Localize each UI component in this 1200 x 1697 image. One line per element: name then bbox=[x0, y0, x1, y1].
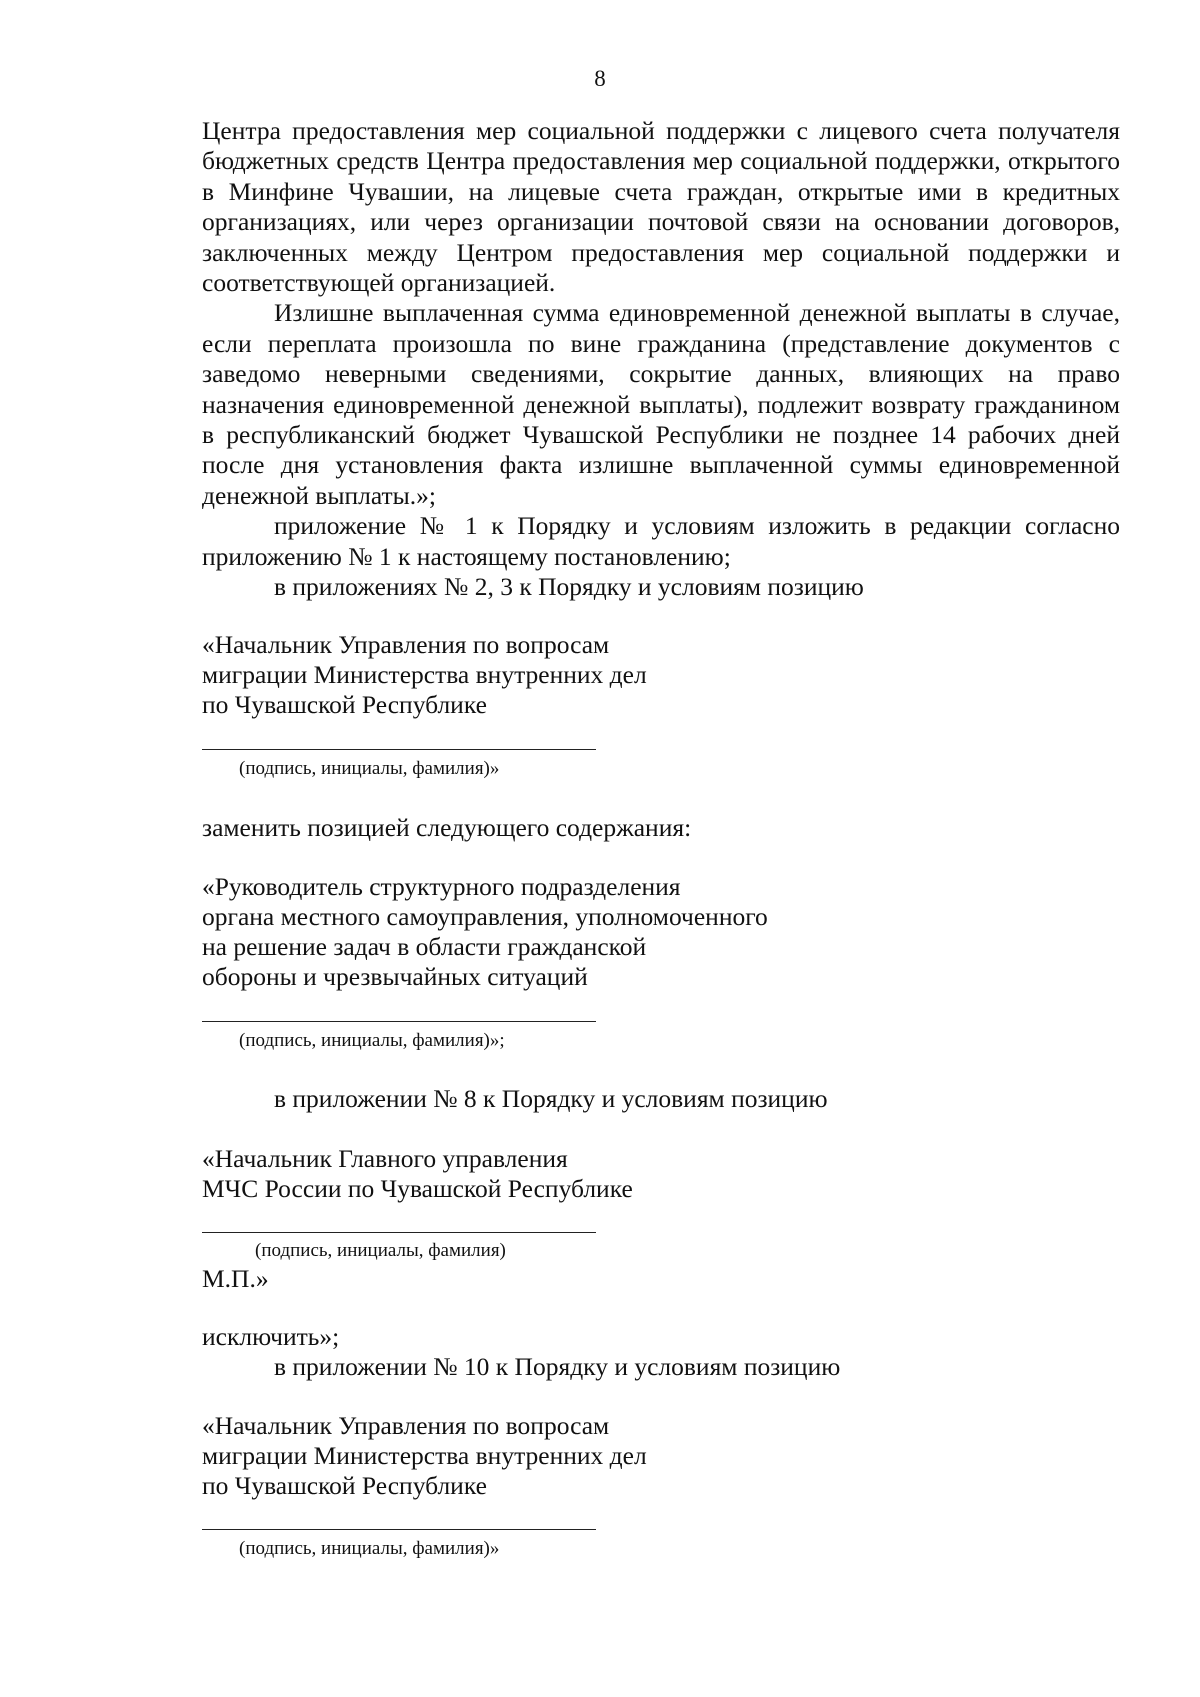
block4-line-2: миграции Министерства внутренних дел bbox=[202, 1441, 647, 1470]
paragraph-annex-1: приложение № 1 к Порядку и условиям изложить в редакции согласно приложению № 1 к настоящему постановлению; bbox=[202, 511, 1120, 571]
block3-line-1: «Начальник Главного управления bbox=[202, 1144, 568, 1173]
annex-8-instruction: в приложении № 8 к Порядку и условиям позицию bbox=[274, 1084, 828, 1113]
block1-line-3: по Чувашской Республике bbox=[202, 690, 487, 719]
block2-line-2: органа местного самоуправления, уполномоченного bbox=[202, 902, 768, 931]
block2-signature-caption: (подпись, инициалы, фамилия)»; bbox=[239, 1030, 505, 1051]
paragraph-overpayment: Излишне выплаченная сумма единовременной денежной выплаты в случае, если переплата произошла по вине гражданина (представление документов с заведомо неверными сведениями, сокрытие данных, влияющих на право назначения единовременной денежной выплаты), подлежит возврату гражданином в республиканский бюджет Чувашской Республики не позднее 14 рабочих дней после дня установления факта излишне выплаченной суммы единовременной денежной выплаты.»; bbox=[202, 298, 1120, 510]
block3-line-2: МЧС России по Чувашской Республике bbox=[202, 1174, 633, 1203]
exclude-instruction: исключить»; bbox=[202, 1322, 340, 1351]
page-number: 8 bbox=[594, 66, 606, 91]
block4-line-3: по Чувашской Республике bbox=[202, 1471, 487, 1500]
paragraph-continuation: Центра предоставления мер социальной поддержки с лицевого счета получателя бюджетных средств Центра предоставления мер социальной поддержки, открытого в Минфине Чувашии, на лицевые счета граждан, открытые ими в кредитных организациях, или через организации почтовой связи на основании договоров, заключенных между Центром предоставления мер социальной поддержки и соответствующей организацией. bbox=[202, 116, 1120, 298]
block2-signature-line bbox=[202, 1021, 596, 1022]
block1-signature-line bbox=[202, 749, 596, 750]
annex-10-instruction: в приложении № 10 к Порядку и условиям позицию bbox=[274, 1352, 841, 1381]
block1-line-2: миграции Министерства внутренних дел bbox=[202, 660, 647, 689]
block1-signature-caption: (подпись, инициалы, фамилия)» bbox=[239, 758, 500, 779]
block4-signature-caption: (подпись, инициалы, фамилия)» bbox=[239, 1538, 500, 1559]
block2-line-1: «Руководитель структурного подразделения bbox=[202, 872, 681, 901]
main-text bbox=[202, 116, 1120, 603]
block3-signature-caption: (подпись, инициалы, фамилия) bbox=[255, 1240, 506, 1261]
paragraph-annex-2-3: в приложениях № 2, 3 к Порядку и условиям позицию bbox=[274, 572, 864, 602]
block3-signature-line bbox=[202, 1232, 596, 1233]
block2-line-3: на решение задач в области гражданской bbox=[202, 932, 647, 961]
block3-stamp-label: М.П.» bbox=[202, 1264, 269, 1293]
replace-instruction: заменить позицией следующего содержания: bbox=[202, 813, 692, 842]
block1-line-1: «Начальник Управления по вопросам bbox=[202, 630, 610, 659]
block4-signature-line bbox=[202, 1529, 596, 1530]
block4-line-1: «Начальник Управления по вопросам bbox=[202, 1411, 610, 1440]
block2-line-4: обороны и чрезвычайных ситуаций bbox=[202, 962, 588, 991]
